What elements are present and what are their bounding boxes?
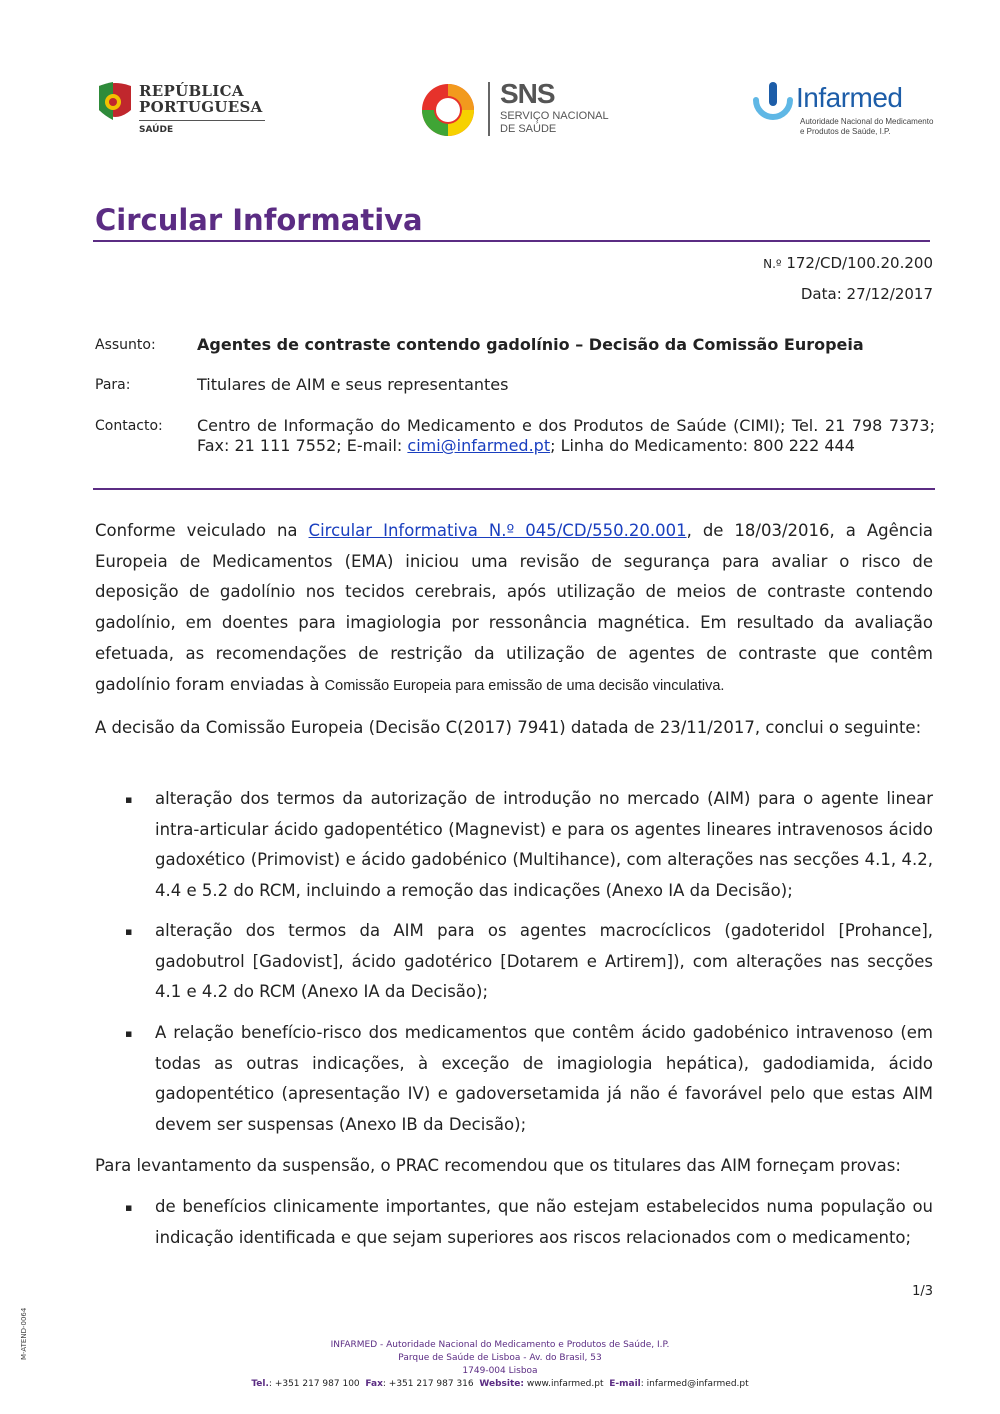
paragraph-intro-main: , de 18/03/2016, a Agência Europeia de Medicamentos (EMA) iniciou uma revisão de segurança para avaliar o risco de deposição de gadolínio nos tecidos cerebrais, após utilização de meios de contraste contendo gadolínio, em doentes para imagiologia por ressonância magnética. Em resultado da avaliação efetuada, as recomendações de restrição da utilização de agentes de contraste que contêm gadolínio foram enviadas à [95,521,934,694]
subject-label: Assunto: [95,337,156,353]
infarmed-drop-icon [750,80,796,126]
bullet-item-2: alteração dos termos da AIM para os agentes macrocíclicos (gadoteridol [Prohance], gadobutrol [Gadovist], ácido gadotérico [Dotarem e Artirem]), com alterações nas secções 4.1 e 4.2 do RCM (Anexo IA da Decisão); [155,921,933,1002]
side-document-code: M-ATEND-0064 [20,1307,28,1360]
bullet-marker-3: ▪ [125,1027,133,1040]
document-title: Circular Informativa [95,203,423,237]
infarmed-subtitle-2: e Produtos de Saúde, I.P. [800,127,891,136]
paragraph-intro-before: Conforme veiculado na [95,521,309,540]
infarmed-subtitle-1: Autoridade Nacional do Medicamento [800,117,934,126]
footer-web[interactable]: www.infarmed.pt [523,1379,604,1389]
contact-value [197,416,935,456]
footer-organization: INFARMED - Autoridade Nacional do Medicamento e Produtos de Saúde, I.P. [330,1340,670,1350]
bullet-item-1: alteração dos termos da autorização de introdução no mercado (AIM) para o agente linear intra-articular ácido gadopentético (Magnevist) e para os agentes lineares intravenosos ácido gadoxético (Primovist) e ácido gadobénico (Multihance), com alterações nas secções 4.1, 4.2, 4.4 e 5.2 do RCM, incluindo a remoção das indicações (Anexo IA da Decisão); [155,789,933,901]
sns-title: SNS [500,78,555,109]
footer-email-label: E-mail [609,1379,641,1389]
bullet-marker-2: ▪ [125,925,133,938]
document-date [801,285,933,303]
republica-subtitle: SAÚDE [139,125,174,135]
footer-contacts [0,1379,1000,1389]
sns-subtitle-1: SERVIÇO NACIONAL [500,110,609,122]
document-number-prefix: N.º [763,257,782,271]
bullet-marker-1: ▪ [125,793,133,806]
infarmed-logo [750,80,935,140]
subject-value: Agentes de contraste contendo gadolínio – Decisão da Comissão Europeia [197,335,864,354]
sns-subtitle-2: DE SAÚDE [500,123,557,135]
portugal-flag-emblem-icon [95,80,135,124]
sns-divider [488,82,490,136]
document-number-value: 172/CD/100.20.200 [786,254,933,272]
footer-web-label: Website: [479,1379,524,1389]
footer-fax: : +351 217 987 316 [382,1379,474,1389]
footer-fax-label: Fax [365,1379,383,1389]
document-number [763,254,933,272]
to-value: Titulares de AIM e seus representantes [197,375,509,394]
paragraph-intro-tail: Comissão Europeia para emissão de uma decisão vinculativa. [324,677,725,694]
republica-line1: REPÚBLICA [139,82,244,100]
infarmed-title: Infarmed [796,82,903,113]
page-number: 1/3 [912,1284,933,1299]
document-date-label: Data: [800,285,842,303]
sns-logo [420,80,610,140]
paragraph-decision: A decisão da Comissão Europeia (Decisão C(2017) 7941) datada de 23/11/2017, conclui o seguinte: [95,718,922,737]
republica-portuguesa-logo [95,80,275,140]
meta-divider [93,488,935,490]
paragraph-intro [95,516,933,701]
document-date-value: 27/12/2017 [846,285,933,303]
title-divider [93,240,930,242]
circular-link[interactable]: Circular Informativa N.º 045/CD/550.20.001 [308,521,687,540]
footer-address-1: Parque de Saúde de Lisboa - Av. do Brasil, 53 [398,1353,602,1363]
footer-tel: : +351 217 987 100 [268,1379,360,1389]
bullet-marker-4: ▪ [125,1201,133,1214]
bullet-item-4: de benefícios clinicamente importantes, que não estejam estabelecidos numa população ou indicação identificada e que sejam superiores aos riscos relacionados com o medicamento; [155,1197,933,1247]
republica-divider [139,120,265,121]
republica-line2: PORTUGUESA [139,98,263,116]
contact-text-before: Centro de Informação do Medicamento e dos Produtos de Saúde (CIMI); Tel. 21 798 7373; Fax: 21 111 7552; E-mail: [197,416,935,455]
sns-ring-icon [420,80,480,140]
paragraph-suspension: Para levantamento da suspensão, o PRAC recomendou que os titulares das AIM forneçam provas: [95,1156,901,1175]
contact-email-link[interactable]: cimi@infarmed.pt [407,436,551,455]
footer-address-2: 1749-004 Lisboa [462,1366,538,1376]
bullet-item-3: A relação benefício-risco dos medicamentos que contêm ácido gadobénico intravenoso (em todas as outras indicações, à exceção de imagiologia hepática), gadodiamida, ácido gadopentético (apresentação IV) e gadoversetamida já não é favorável pelo que estas AIM devem ser suspensas (Anexo IB da Decisão); [155,1023,933,1135]
contact-label: Contacto: [95,418,163,434]
footer-tel-label: Tel. [251,1379,269,1389]
to-label: Para: [95,377,131,393]
contact-text-after: ; Linha do Medicamento: 800 222 444 [550,436,855,455]
footer-email[interactable]: : infarmed@infarmed.pt [640,1379,749,1389]
